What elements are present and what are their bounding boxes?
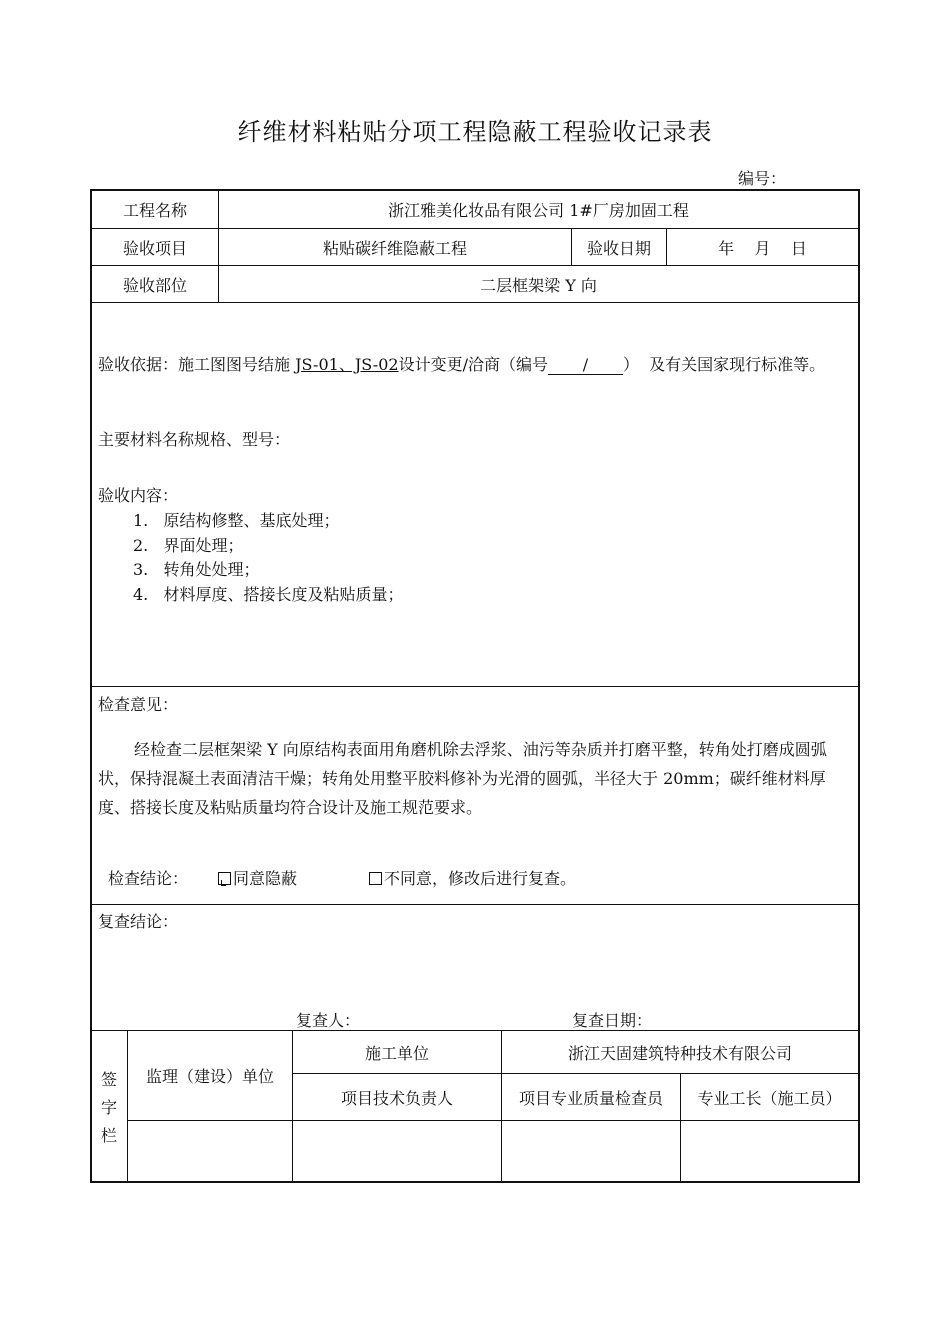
row-divider: [90, 904, 860, 905]
basis-middle: 设计变更/洽商（编号: [398, 355, 548, 374]
construction-unit-label: 施工单位: [364, 1043, 429, 1063]
construction-unit-value: 浙江天固建筑特种技术有限公司: [567, 1043, 792, 1063]
recheck-label: 复查结论：: [98, 912, 179, 931]
signature-section-label: [92, 1066, 126, 1150]
signature-field-foreman[interactable]: [681, 1121, 858, 1181]
basis-prefix: 验收依据：施工图图号结施: [98, 355, 296, 374]
acceptance-date-value: 年 月 日: [718, 238, 807, 258]
project-name-value: 浙江雅美化妆品有限公司 1#厂房加固工程: [388, 201, 689, 220]
acceptance-basis: [98, 352, 825, 375]
signature-section-char: 栏: [100, 1126, 117, 1145]
row-divider: [90, 686, 860, 687]
basis-change-number: /: [548, 356, 623, 375]
inspection-conclusion-label: 检查结论：: [108, 869, 189, 888]
agree-option[interactable]: [218, 866, 297, 889]
signature-char: [92, 1066, 126, 1150]
acceptance-date-label: 验收日期: [586, 238, 651, 258]
basis-suffix: ） 及有关国家现行标准等。: [622, 355, 826, 374]
signature-field-technical-lead[interactable]: [293, 1121, 501, 1181]
signature-section-char: 签: [100, 1070, 117, 1089]
inspection-opinion: 经检查二层框架梁 Y 向原结构表面用角磨机除去浮浆、油污等杂质并打磨平整，转角处打磨成圆弧状，保持混凝土表面清洁干燥；转角处用整平胶料修补为光滑的圆弧，半径大于 20mm；碳纤维材料厚度、搭接长度及粘贴质量均符合设计及施工规范要求。: [98, 740, 827, 817]
disagree-option[interactable]: [369, 866, 576, 889]
content-item: 3. 转角处处理；: [133, 560, 260, 579]
agree-option-label: 同意隐蔽: [233, 869, 298, 888]
project-name-label: 工程名称: [122, 201, 187, 220]
technical-lead-label: 项目技术负责人: [340, 1088, 453, 1108]
content-label: 验收内容：: [98, 486, 179, 505]
serial-number-label: 编号：: [738, 169, 787, 188]
content-item: 2. 界面处理；: [133, 536, 244, 555]
row-divider: [90, 302, 860, 303]
acceptance-item-value: 粘贴碳纤维隐蔽工程: [322, 238, 467, 258]
foreman-label: 专业工长（施工员）: [697, 1088, 842, 1108]
inspection-label: 检查意见：: [98, 695, 179, 714]
content-item: 1. 原结构修整、基底处理；: [133, 511, 340, 530]
recheck-person-label: 复查人：: [296, 1011, 361, 1030]
document-title: 纤维材料粘贴分项工程隐蔽工程验收记录表: [237, 118, 713, 146]
agree-checkbox[interactable]: [218, 872, 231, 885]
signature-field-quality-inspector[interactable]: [502, 1121, 680, 1181]
disagree-option-label: 不同意，修改后进行复查。: [384, 869, 577, 888]
acceptance-item-label: 验收项目: [122, 238, 187, 258]
disagree-checkbox[interactable]: [369, 872, 382, 885]
signature-field-supervision[interactable]: [128, 1121, 292, 1181]
basis-drawing-numbers: JS-01、JS-02: [295, 355, 399, 374]
supervision-unit-label: 监理（建设）单位: [145, 1067, 274, 1086]
acceptance-part-value: 二层框架梁 Y 向: [480, 275, 597, 295]
content-item: 4. 材料厚度、搭接长度及粘贴质量；: [133, 585, 404, 604]
recheck-date-label: 复查日期：: [572, 1011, 653, 1030]
quality-inspector-label: 项目专业质量检查员: [518, 1088, 663, 1108]
materials-label: 主要材料名称规格、型号：: [98, 430, 291, 449]
signature-section-char: 字: [100, 1098, 117, 1117]
acceptance-part-label: 验收部位: [122, 275, 187, 295]
